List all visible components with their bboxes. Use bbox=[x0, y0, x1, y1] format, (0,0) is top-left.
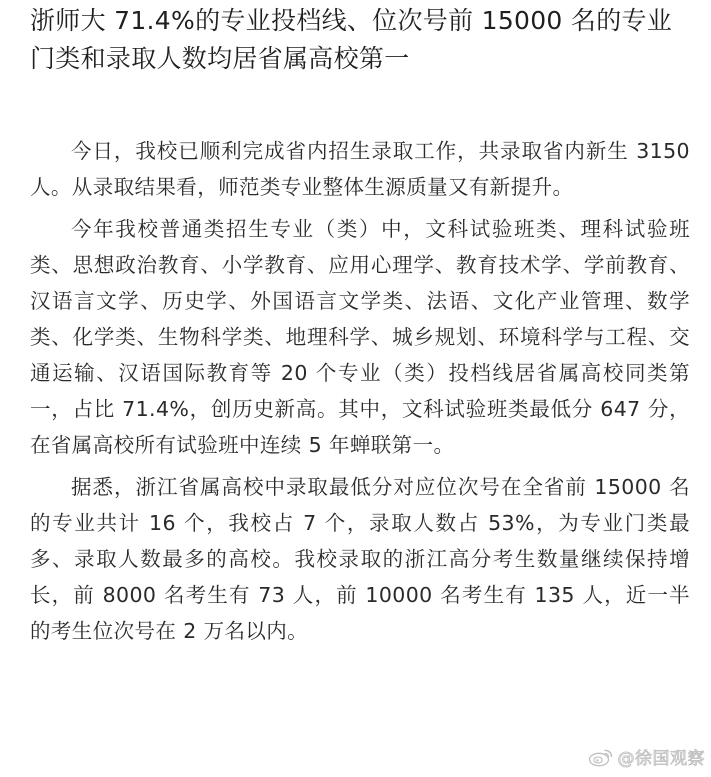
article-body bbox=[30, 133, 697, 655]
paragraph-program-ranking: 今年我校普通类招生专业（类）中，文科试验班类、理科试验班类、思想政治教育、小学教育、应用心理学、教育技术学、学前教育、汉语言文学、历史学、外国语言文学类、法语、文化产业管理、数学类、化学类、生物科学类、地理科学、城乡规划、环境科学与工程、交通运输、汉语国际教育等 20 个专业（类）投档线居省属高校同类第一，占比 71.4%，创历史新高。其中，文科试验班类最低分 647 分，在省属高校所有试验班中连续 5 年蝉联第一。 bbox=[30, 217, 690, 457]
paragraph-rank-statistics: 据悉，浙江省属高校中录取最低分对应位次号在全省前 15000 名的专业共计 16 个，我校占 7 个，录取人数占 53%，为专业门类最多、录取人数最多的高校。我校录取的浙江高分考生数量继续保持增长，前 8000 名考生有 73 人，前 10000 名考生有 135 人，近一半的考生位次号在 2 万名以内。 bbox=[30, 475, 690, 643]
watermark-text: @徐国观察 bbox=[617, 749, 705, 769]
weibo-icon bbox=[588, 747, 614, 767]
weibo-watermark bbox=[588, 744, 706, 769]
paragraph-admission-summary: 今日，我校已顺利完成省内招生录取工作，共录取省内新生 3150 人。从录取结果看，师范类专业整体生源质量又有新提升。 bbox=[30, 139, 697, 199]
article-title: 浙师大 71.4%的专业投档线、位次号前 15000 名的专业门类和录取人数均居省属高校第一 bbox=[30, 6, 673, 73]
